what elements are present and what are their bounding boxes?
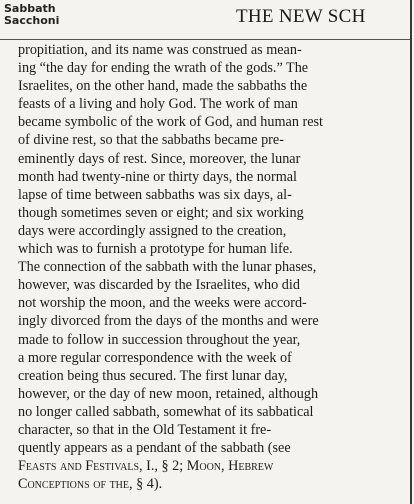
cross-reference-moon-continued[interactable]: Conceptions of the xyxy=(18,476,130,493)
text-line: character, so that in the Old Testament it fre- xyxy=(18,421,272,438)
running-head-last-word: Sacchoni xyxy=(4,14,60,27)
text-line: The connection of the sabbath with the lunar phases, xyxy=(18,259,317,276)
text-line: however, or the day of new moon, retained, although xyxy=(18,385,319,402)
cross-reference-moon[interactable]: Moon, Hebrew xyxy=(186,458,274,475)
text-line: lapse of time between sabbaths was six days, al- xyxy=(18,186,292,203)
text-line: creation being thus secured. The first lunar day, xyxy=(18,367,288,384)
text-line: ingly divorced from the days of the months and were xyxy=(18,313,319,330)
text-line: which was to furnish a prototype for human life. xyxy=(18,241,293,258)
text-line: propitiation, and its name was construed as mean- xyxy=(18,42,302,58)
text-line: month had twenty-nine or thirty days, the normal xyxy=(18,168,297,185)
text-line: eminently days of rest. Since, moreover, the lunar xyxy=(18,150,301,167)
text-line: became symbolic of the work of God, and human rest xyxy=(18,114,323,131)
text-line: made to follow in succession throughout the year, xyxy=(18,331,301,348)
text-line: Israelites, on the other hand, made the sabbaths the xyxy=(18,78,308,95)
cross-reference-feasts-location: , I., § 2; xyxy=(139,458,184,475)
text-line: of divine rest, so that the sabbaths became pre- xyxy=(18,132,284,149)
cross-reference-line xyxy=(18,475,406,493)
text-line: quently appears as a pendant of the sabbath (see xyxy=(18,440,291,457)
text-line: days were accordingly assigned to the creation, xyxy=(18,222,287,239)
cross-reference-moon-location: , § 4). xyxy=(129,476,163,493)
body-text xyxy=(18,41,406,493)
column-rule xyxy=(410,0,412,504)
text-line: ing “the day for ending the wrath of the gods.” The xyxy=(18,60,309,77)
page-header xyxy=(0,0,414,40)
text-line: a more regular correspondence with the week of xyxy=(18,349,292,366)
page-title: THE NEW SCH xyxy=(236,6,366,27)
running-head xyxy=(4,3,59,27)
text-line: however, was discarded by the Israelites, who did xyxy=(18,277,300,294)
running-head-first-word: Sabbath xyxy=(4,2,56,15)
cross-reference-feasts[interactable]: Feasts and Festivals xyxy=(18,458,140,475)
text-line: not worship the moon, and the weeks were accord- xyxy=(18,295,307,312)
cross-reference-line xyxy=(18,457,406,475)
text-line: though sometimes seven or eight; and six working xyxy=(18,204,304,221)
text-line: no longer called sabbath, somewhat of its sabbatical xyxy=(18,403,314,420)
text-line: feasts of a living and holy God. The work of man xyxy=(18,96,298,113)
header-rule xyxy=(0,39,412,40)
